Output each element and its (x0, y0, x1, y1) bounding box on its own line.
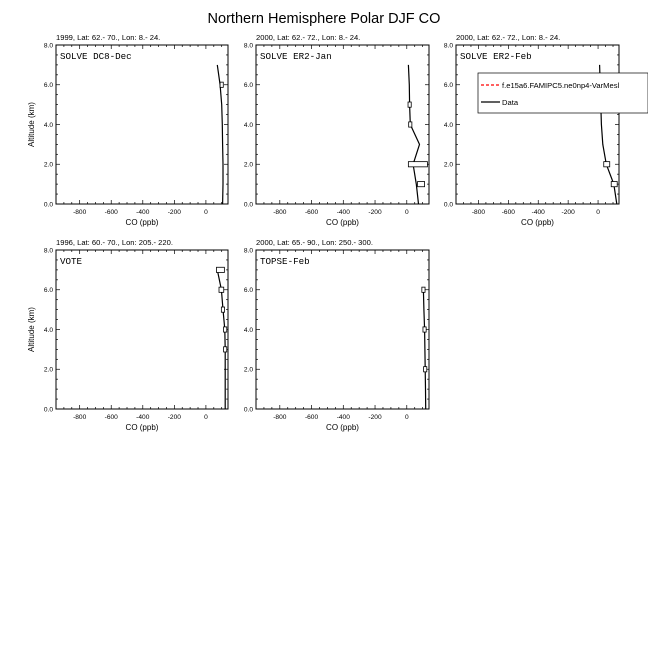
y-tick-label: 2.0 (43, 366, 53, 374)
x-tick-label: -800 (471, 209, 486, 216)
panel-2 (444, 33, 619, 227)
panel-0 (27, 33, 228, 227)
observation-marker (219, 287, 224, 292)
observation-marker (418, 182, 425, 187)
x-tick-label: 0 (596, 209, 600, 216)
y-tick-label: 8.0 (443, 42, 453, 50)
plot-frame (256, 250, 429, 409)
observation-marker (409, 122, 412, 127)
observation-marker (408, 102, 411, 107)
figure-title: Northern Hemisphere Polar DJF CO (207, 11, 441, 27)
observation-marker (221, 307, 224, 312)
x-tick-label: -600 (304, 209, 319, 216)
observation-marker (408, 162, 427, 167)
panel-header: 2000, Lat: 65.- 90., Lon: 250.- 300. (256, 238, 373, 247)
y-tick-label: 4.0 (243, 121, 253, 129)
panel-header: 1996, Lat: 60.- 70., Lon: 205.- 220. (56, 238, 173, 247)
y-tick-label: 8.0 (43, 42, 53, 50)
y-tick-label: 0.0 (243, 406, 253, 414)
y-tick-label: 0.0 (443, 201, 453, 209)
panel-1 (244, 33, 429, 227)
legend-box (478, 73, 648, 113)
x-tick-label: 0 (204, 414, 208, 421)
x-tick-label: -800 (273, 209, 287, 216)
y-tick-label: 4.0 (43, 326, 53, 334)
y-tick-label: 8.0 (243, 247, 253, 255)
panel-header: 1999, Lat: 62.- 70., Lon: 8.- 24. (56, 33, 161, 42)
x-tick-label: -800 (273, 414, 287, 421)
y-axis-label: Altitude (km) (27, 102, 36, 147)
observation-marker (422, 287, 425, 292)
x-tick-label: -800 (73, 414, 87, 421)
x-tick-label: -200 (561, 209, 575, 216)
panel-name: SOLVE DC8-Dec (60, 51, 132, 62)
y-tick-label: 4.0 (443, 121, 453, 129)
plot-frame (256, 45, 429, 204)
y-tick-label: 2.0 (443, 161, 453, 169)
x-axis-label: CO (ppb) (326, 423, 359, 432)
y-tick-label: 0.0 (43, 406, 53, 414)
y-tick-label: 4.0 (243, 326, 253, 334)
observation-marker (424, 367, 427, 372)
plot-frame (456, 45, 619, 204)
x-tick-label: -400 (336, 414, 350, 421)
x-tick-label: -200 (167, 414, 181, 421)
x-tick-label: -600 (501, 209, 515, 216)
x-tick-label: -400 (531, 209, 545, 216)
legend (478, 73, 648, 113)
panel-4 (244, 238, 429, 432)
x-tick-label: -800 (73, 209, 87, 216)
panel-name: VOTE (60, 256, 83, 267)
y-tick-label: 4.0 (43, 121, 53, 129)
x-tick-label: 0 (404, 414, 409, 421)
x-tick-label: -200 (368, 209, 382, 216)
y-tick-label: 6.0 (243, 82, 253, 90)
panel-header: 2000, Lat: 62.- 72., Lon: 8.- 24. (456, 33, 561, 42)
x-tick-label: 0 (404, 209, 409, 216)
y-tick-label: 0.0 (243, 201, 253, 209)
plot-frame (56, 45, 228, 204)
x-axis-label: CO (ppb) (521, 218, 554, 227)
y-tick-label: 6.0 (443, 82, 453, 90)
x-tick-label: -200 (368, 414, 382, 421)
x-axis-label: CO (ppb) (125, 423, 159, 432)
observation-marker (423, 327, 426, 332)
panel-name: SOLVE ER2-Feb (460, 51, 532, 62)
observation-marker (220, 82, 223, 87)
y-tick-label: 6.0 (43, 287, 53, 295)
y-tick-label: 2.0 (243, 366, 253, 374)
x-axis-label: CO (ppb) (125, 218, 159, 227)
y-axis-label: Altitude (km) (27, 307, 36, 352)
x-tick-label: -600 (104, 414, 118, 421)
observation-marker (216, 267, 224, 272)
x-tick-label: -400 (136, 209, 150, 216)
y-tick-label: 8.0 (243, 42, 253, 50)
x-tick-label: -400 (136, 414, 150, 421)
panel-name: TOPSE-Feb (260, 256, 310, 267)
x-tick-label: -600 (304, 414, 319, 421)
x-tick-label: -600 (104, 209, 118, 216)
y-tick-label: 6.0 (43, 82, 53, 90)
y-tick-label: 0.0 (43, 201, 53, 209)
x-tick-label: -200 (167, 209, 181, 216)
data-series-line (423, 290, 425, 409)
panel-name: SOLVE ER2-Jan (260, 51, 332, 62)
observation-marker (224, 327, 227, 332)
y-tick-label: 8.0 (43, 247, 53, 255)
y-tick-label: 2.0 (43, 161, 53, 169)
legend-label: f.e15a6.FAMIPC5.ne0np4-VarMesl (502, 81, 620, 90)
x-axis-label: CO (ppb) (326, 218, 359, 227)
y-tick-label: 6.0 (243, 287, 253, 295)
x-tick-label: 0 (204, 209, 208, 216)
observation-marker (224, 347, 227, 352)
x-tick-label: -400 (336, 209, 350, 216)
observation-marker (604, 162, 610, 167)
observation-marker (611, 182, 617, 187)
panel-header: 2000, Lat: 62.- 72., Lon: 8.- 24. (256, 33, 361, 42)
legend-label: Data (502, 98, 519, 107)
plot-frame (56, 250, 228, 409)
panel-3 (27, 238, 228, 432)
y-tick-label: 2.0 (243, 161, 253, 169)
